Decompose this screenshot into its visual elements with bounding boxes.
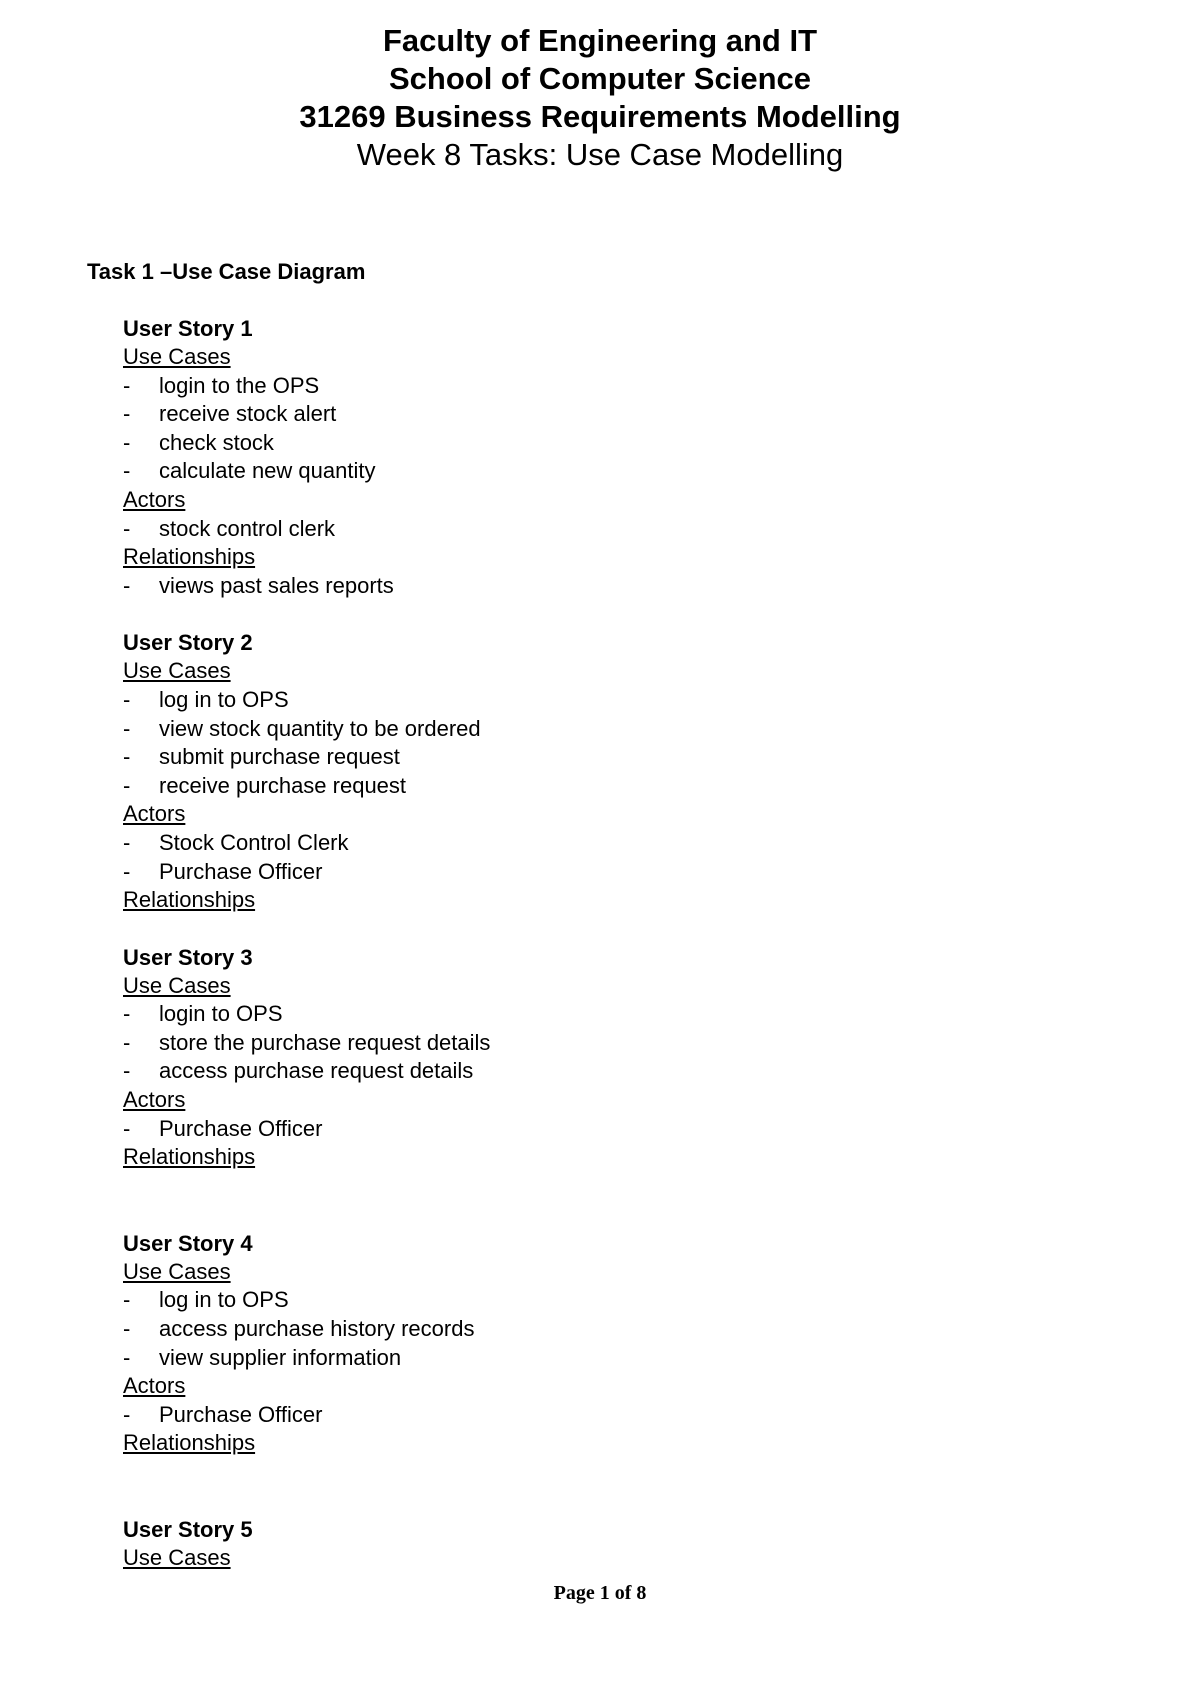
story-title: User Story 5 (123, 1517, 253, 1542)
school-title: School of Computer Science (388, 61, 811, 96)
actors-label: Actors (123, 1373, 186, 1399)
list-item: - Purchase Officer (123, 858, 1087, 887)
list-item: - Purchase Officer (123, 1115, 1087, 1144)
list-dash: - (123, 1316, 131, 1342)
use-cases-label: Use Cases (123, 972, 231, 998)
list-dash: - (123, 515, 131, 541)
list-dash: - (123, 686, 131, 712)
actors-label: Actors (123, 801, 186, 827)
actors-label: Actors (123, 1087, 186, 1113)
relationships-label: Relationships (123, 1144, 256, 1170)
use-cases-label: Use Cases (123, 344, 231, 369)
list-dash: - (123, 829, 131, 855)
list-dash: - (123, 1287, 131, 1313)
list-dash: - (123, 772, 131, 798)
user-story-1 (123, 314, 1087, 600)
user-story-5 (123, 1515, 1087, 1573)
list-dash: - (123, 715, 131, 741)
list-item: - receive purchase request (123, 772, 1087, 801)
relationships-label: Relationships (123, 887, 256, 913)
list-item: - log in to OPS (123, 686, 1087, 715)
user-story-3 (123, 943, 1087, 1172)
list-item: - store the purchase request details (123, 1029, 1087, 1058)
list-dash: - (123, 1344, 131, 1370)
list-dash: - (123, 1001, 131, 1027)
list-item: - login to OPS (123, 1000, 1087, 1029)
list-dash: - (123, 401, 131, 427)
page-number: Page 1 of 8 (553, 1582, 647, 1604)
document-body (87, 258, 1087, 1601)
list-dash: - (123, 1115, 131, 1141)
actors-label: Actors (123, 486, 186, 512)
course-title: 31269 Business Requirements Modelling (299, 99, 901, 134)
list-dash: - (123, 1058, 131, 1084)
relationships-label: Relationships (123, 1430, 256, 1456)
list-item: - access purchase history records (123, 1315, 1087, 1344)
list-item: - stock control clerk (123, 515, 1087, 544)
user-story-2 (123, 628, 1087, 914)
user-story-4 (123, 1229, 1087, 1458)
list-item: - Purchase Officer (123, 1401, 1087, 1430)
list-item: - receive stock alert (123, 400, 1087, 429)
use-cases-label: Use Cases (123, 658, 231, 684)
list-item: - Stock Control Clerk (123, 829, 1087, 858)
faculty-title: Faculty of Engineering and IT (382, 23, 818, 58)
task-title: Task 1 –Use Case Diagram (87, 259, 366, 284)
use-cases-label: Use Cases (123, 1258, 231, 1284)
list-item: - log in to OPS (123, 1286, 1087, 1315)
list-dash: - (123, 858, 131, 884)
list-dash: - (123, 1029, 131, 1055)
list-item: - access purchase request details (123, 1057, 1087, 1086)
list-item: - check stock (123, 429, 1087, 458)
list-item: - view stock quantity to be ordered (123, 715, 1087, 744)
list-item: - login to the OPS (123, 372, 1087, 401)
list-dash: - (123, 1401, 131, 1427)
story-title: User Story 2 (123, 630, 253, 656)
document-header (0, 22, 1200, 174)
week-title: Week 8 Tasks: Use Case Modelling (356, 137, 844, 172)
story-title: User Story 1 (123, 316, 253, 341)
use-cases-label: Use Cases (123, 1545, 231, 1570)
list-dash: - (123, 458, 131, 484)
relationships-label: Relationships (123, 544, 256, 570)
story-title: User Story 4 (123, 1230, 253, 1256)
list-item: - submit purchase request (123, 743, 1087, 772)
list-dash: - (123, 372, 131, 398)
list-item: - view supplier information (123, 1344, 1087, 1373)
story-title: User Story 3 (123, 944, 253, 970)
list-item: - calculate new quantity (123, 457, 1087, 486)
list-item: - views past sales reports (123, 572, 1087, 601)
list-dash: - (123, 572, 131, 598)
list-dash: - (123, 744, 131, 770)
list-dash: - (123, 429, 131, 455)
